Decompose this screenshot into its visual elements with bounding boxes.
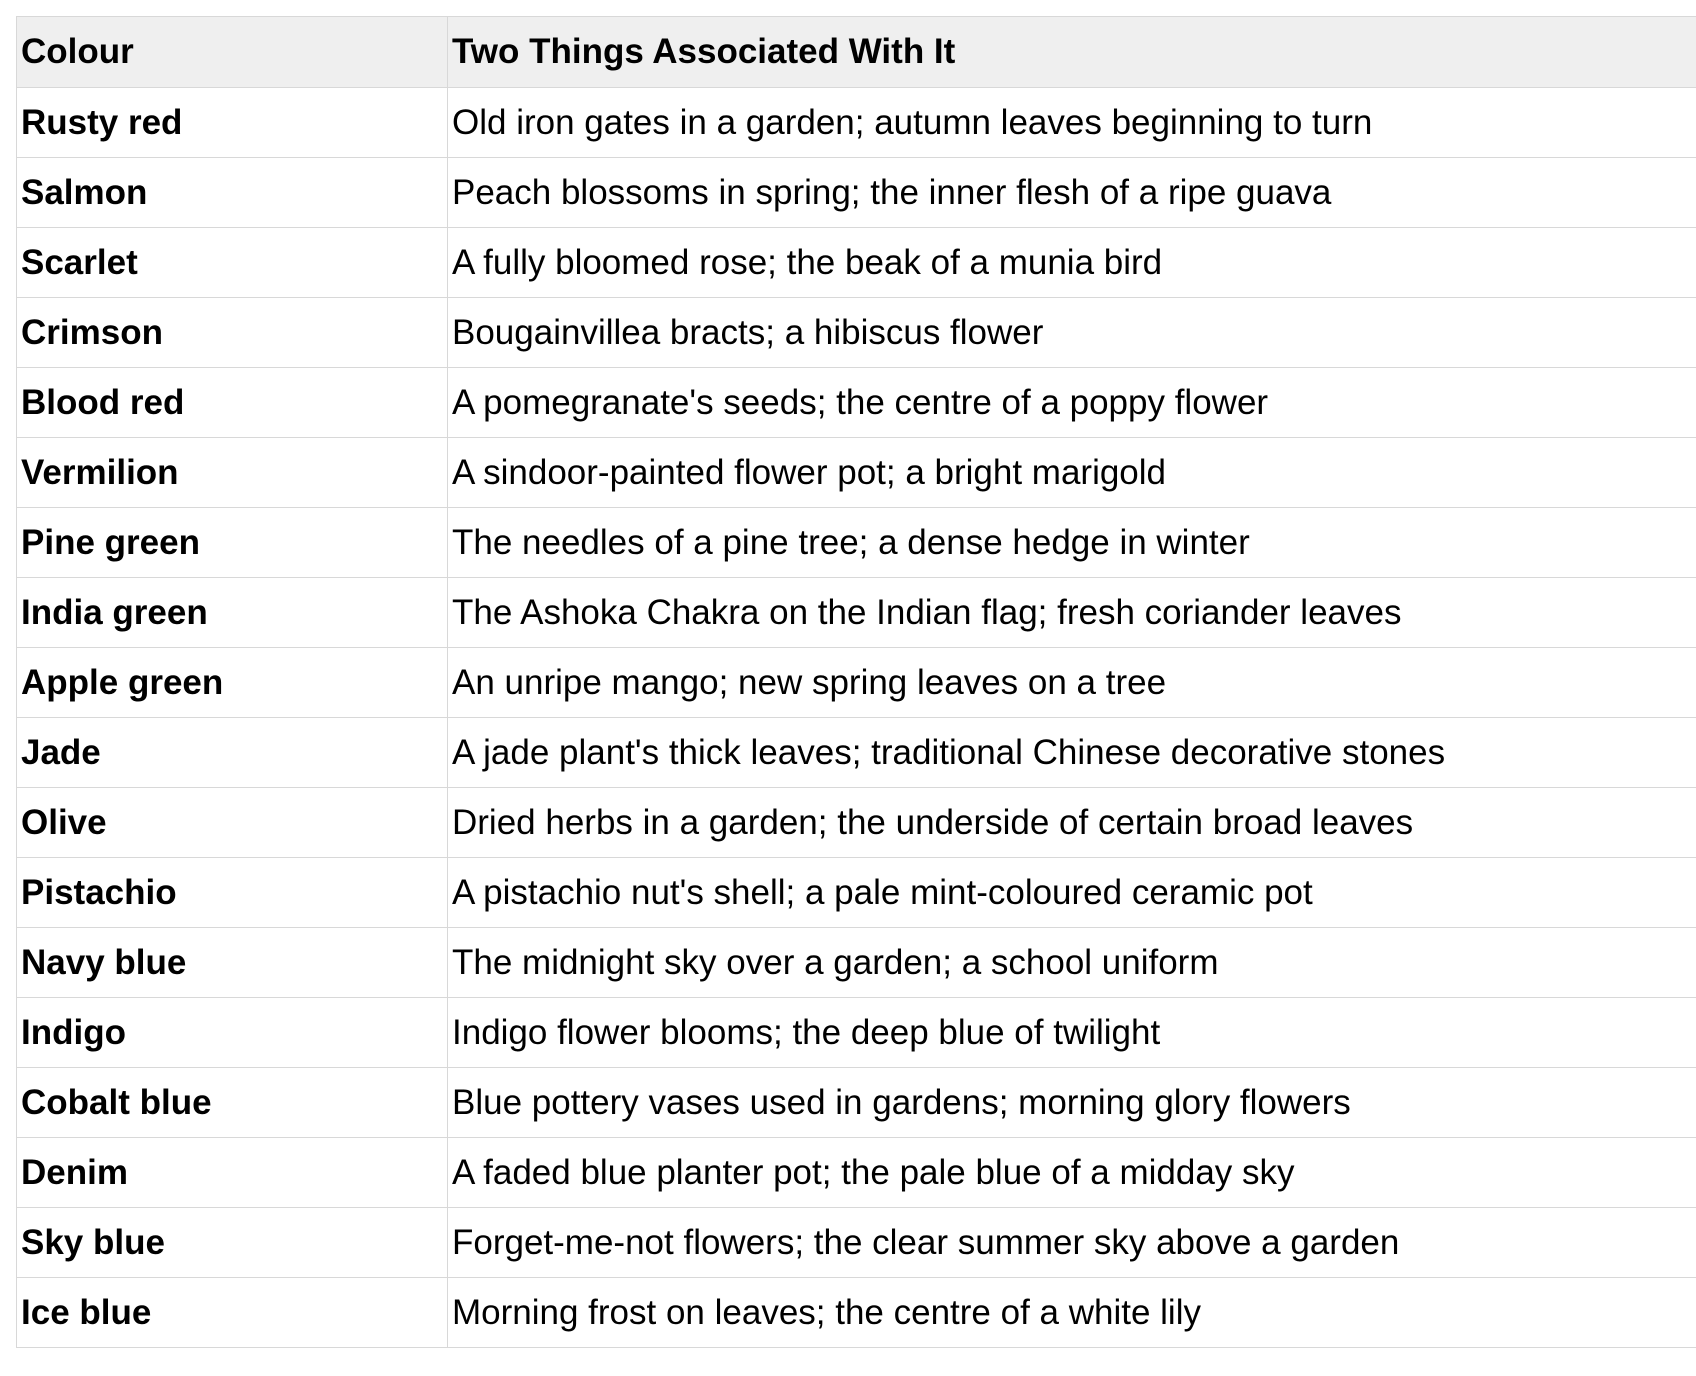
associations-cell: A jade plant's thick leaves; traditional Chinese decorative stones bbox=[448, 718, 1696, 788]
associations-cell: Forget-me-not flowers; the clear summer sky above a garden bbox=[448, 1208, 1696, 1278]
colour-name-cell: Pistachio bbox=[17, 858, 448, 928]
colour-name-cell: Olive bbox=[17, 788, 448, 858]
column-header-things: Two Things Associated With It bbox=[448, 17, 1696, 88]
colour-name-cell: Blood red bbox=[17, 368, 448, 438]
colour-name-cell: Ice blue bbox=[17, 1278, 448, 1348]
table-row bbox=[17, 1068, 1696, 1138]
colour-name-cell: Jade bbox=[17, 718, 448, 788]
colour-name-cell: Crimson bbox=[17, 298, 448, 368]
table-row bbox=[17, 998, 1696, 1068]
colour-name-cell: Sky blue bbox=[17, 1208, 448, 1278]
associations-cell: The midnight sky over a garden; a school uniform bbox=[448, 928, 1696, 998]
associations-cell: Dried herbs in a garden; the underside of certain broad leaves bbox=[448, 788, 1696, 858]
associations-cell: Blue pottery vases used in gardens; morning glory flowers bbox=[448, 1068, 1696, 1138]
colour-name-cell: Navy blue bbox=[17, 928, 448, 998]
associations-cell: Bougainvillea bracts; a hibiscus flower bbox=[448, 298, 1696, 368]
associations-cell: A sindoor-painted flower pot; a bright marigold bbox=[448, 438, 1696, 508]
associations-cell: A fully bloomed rose; the beak of a munia bird bbox=[448, 228, 1696, 298]
associations-cell: A pistachio nut's shell; a pale mint-coloured ceramic pot bbox=[448, 858, 1696, 928]
associations-cell: The needles of a pine tree; a dense hedge in winter bbox=[448, 508, 1696, 578]
associations-cell: Morning frost on leaves; the centre of a white lily bbox=[448, 1278, 1696, 1348]
table-row bbox=[17, 368, 1696, 438]
associations-cell: Peach blossoms in spring; the inner flesh of a ripe guava bbox=[448, 158, 1696, 228]
table-row bbox=[17, 1208, 1696, 1278]
colour-name-cell: Indigo bbox=[17, 998, 448, 1068]
colour-name-cell: Scarlet bbox=[17, 228, 448, 298]
colour-name-cell: Salmon bbox=[17, 158, 448, 228]
colour-name-cell: Apple green bbox=[17, 648, 448, 718]
table-row bbox=[17, 718, 1696, 788]
associations-cell: Old iron gates in a garden; autumn leaves beginning to turn bbox=[448, 88, 1696, 158]
header-row bbox=[17, 17, 1696, 88]
associations-cell: An unripe mango; new spring leaves on a tree bbox=[448, 648, 1696, 718]
table-row bbox=[17, 298, 1696, 368]
associations-cell: A pomegranate's seeds; the centre of a poppy flower bbox=[448, 368, 1696, 438]
colour-name-cell: Cobalt blue bbox=[17, 1068, 448, 1138]
table-row bbox=[17, 578, 1696, 648]
table-row bbox=[17, 158, 1696, 228]
colour-associations-table bbox=[16, 16, 1696, 1348]
colour-name-cell: Rusty red bbox=[17, 88, 448, 158]
table-header bbox=[17, 17, 1696, 88]
table-row bbox=[17, 788, 1696, 858]
associations-cell: A faded blue planter pot; the pale blue of a midday sky bbox=[448, 1138, 1696, 1208]
table-row bbox=[17, 88, 1696, 158]
table-row bbox=[17, 648, 1696, 718]
colour-name-cell: Vermilion bbox=[17, 438, 448, 508]
colour-name-cell: India green bbox=[17, 578, 448, 648]
column-header-colour: Colour bbox=[17, 17, 448, 88]
colour-name-cell: Pine green bbox=[17, 508, 448, 578]
table-row bbox=[17, 438, 1696, 508]
table-row bbox=[17, 1278, 1696, 1348]
table-row bbox=[17, 228, 1696, 298]
table-row bbox=[17, 1138, 1696, 1208]
table-row bbox=[17, 508, 1696, 578]
table-row bbox=[17, 928, 1696, 998]
associations-cell: The Ashoka Chakra on the Indian flag; fresh coriander leaves bbox=[448, 578, 1696, 648]
table-body bbox=[17, 88, 1696, 1348]
table-row bbox=[17, 858, 1696, 928]
associations-cell: Indigo flower blooms; the deep blue of twilight bbox=[448, 998, 1696, 1068]
colour-name-cell: Denim bbox=[17, 1138, 448, 1208]
